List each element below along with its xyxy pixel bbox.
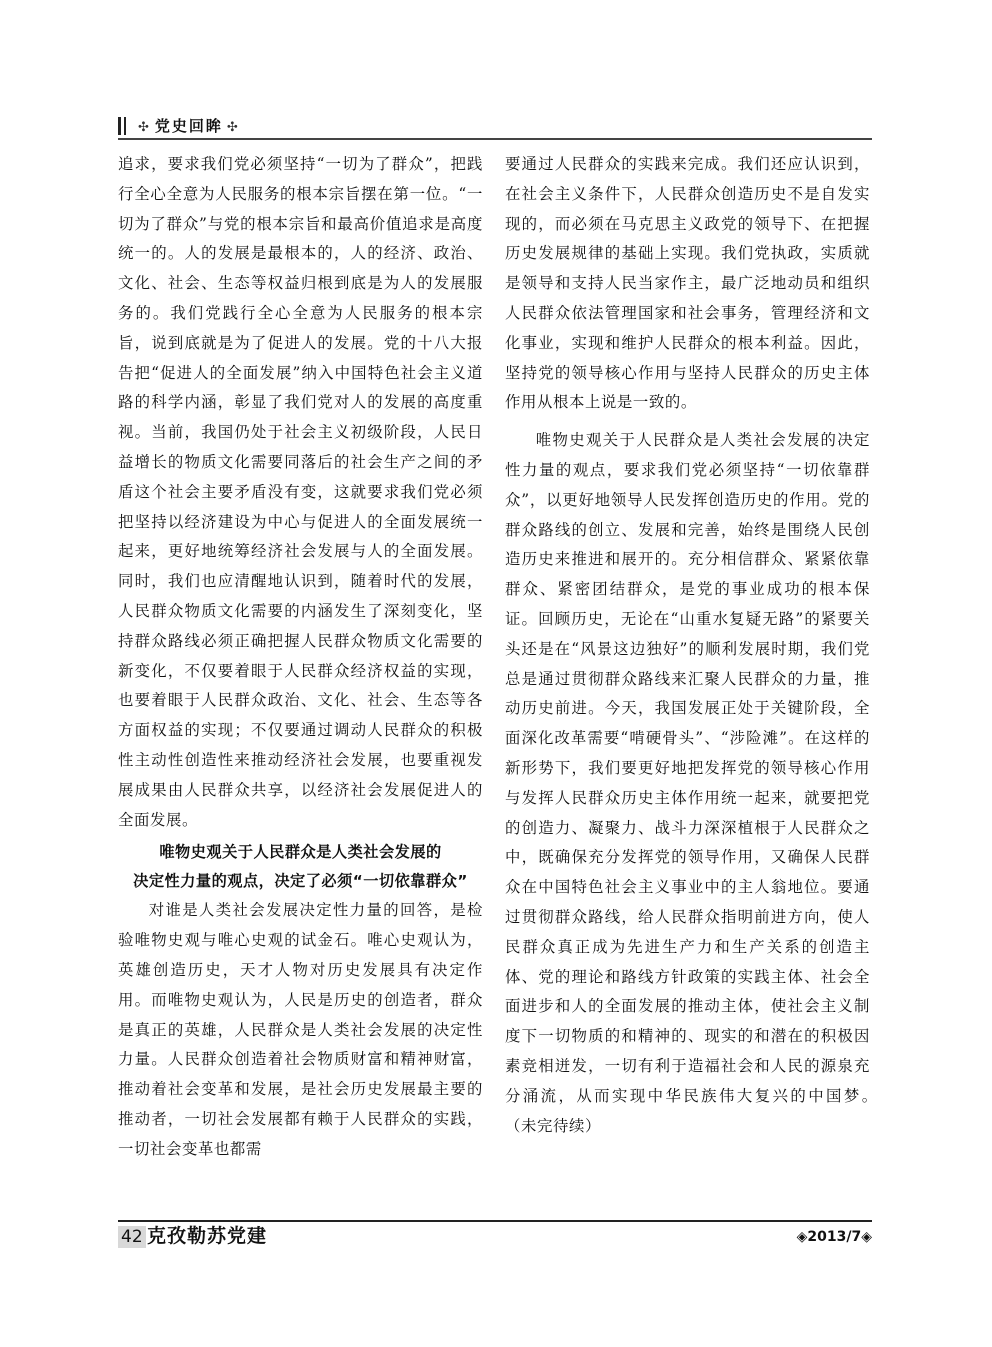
issue-label: ◈2013/7◈ <box>796 1229 872 1245</box>
left-column <box>118 150 483 1165</box>
subheading-line: 决定性力量的观点，决定了必须“一切依靠群众” <box>133 872 468 891</box>
header-rule <box>118 138 872 140</box>
ornament-icon: ✣ <box>138 120 151 135</box>
subheading-line: 唯物史观关于人民群众是人类社会发展的 <box>159 843 442 862</box>
ornament-icon: ✣ <box>226 120 240 135</box>
subheading <box>118 838 483 896</box>
magazine-title: 克孜勒苏党建 <box>147 1225 268 1247</box>
paragraph: 对谁是人类社会发展决定性力量的回答，是检验唯物史观与唯心史观的试金石。唯心史观认为，英雄创造历史，天才人物对历史发展具有决定作用。而唯物史观认为，人民是历史的创造者，群众是真正的英雄，人民群众是人类社会发展的决定性力量。人民群众创造着社会物质财富和精神财富，推动着社会变革和发展，是社会历史发展最主要的推动者，一切社会发展都有赖于人民群众的实践，一切社会变革也都需 <box>118 901 483 1158</box>
section-header <box>118 114 872 138</box>
header-bars-decoration <box>118 117 126 135</box>
paragraph: 要通过人民群众的实践来完成。我们还应认识到，在社会主义条件下，人民群众创造历史不是自发实现的，而必须在马克思主义政党的领导下、在把握历史发展规律的基础上实现。我们党执政，实质就是领导和支持人民当家作主，最广泛地动员和组织人民群众依法管理国家和社会事务，管理经济和文化事业，实现和维护人民群众的根本利益。因此，坚持党的领导核心作用与坚持人民群众的历史主体作用从根本上说是一致的。 <box>505 155 870 412</box>
paragraph: 追求，要求我们党必须坚持“一切为了群众”，把践行全心全意为人民服务的根本宗旨摆在第一位。“一切为了群众”与党的根本宗旨和最高价值追求是高度统一的。人的发展是最根本的，人的经济、政治、文化、社会、生态等权益归根到底是为人的发展服务的。我们党践行全心全意为人民服务的根本宗旨，说到底就是为了促进人的发展。党的十八大报告把“促进人的全面发展”纳入中国特色社会主义道路的科学内涵，彰显了我们党对人的发展的高度重视。当前，我国仍处于社会主义初级阶段，人民日益增长的物质文化需要同落后的社会生产之间的矛盾这个社会主要矛盾没有变，这就要求我们党必须把坚持以经济建设为中心与促进人的全面发展统一起来，更好地统筹经济社会发展与人的全面发展。同时，我们也应清醒地认识到，随着时代的发展，人民群众物质文化需要的内涵发生了深刻变化，坚持群众路线必须正确把握人民群众物质文化需要的新变化，不仅要着眼于人民群众经济权益的实现，也要着眼于人民群众政治、文化、社会、生态等各方面权益的实现；不仅要通过调动人民群众的积极性主动性创造性来推动经济社会发展，也要重视发展成果由人民群众共享，以经济社会发展促进人的全面发展。 <box>118 155 483 829</box>
page-number: 42 <box>118 1226 146 1248</box>
paragraph: 唯物史观关于人民群众是人类社会发展的决定性力量的观点，要求我们党必须坚持“一切依靠群众”，以更好地领导人民发挥创造历史的作用。党的群众路线的创立、发展和完善，始终是围绕人民创造历史来推进和展开的。充分相信群众、紧紧依靠群众、紧密团结群众，是党的事业成功的根本保证。回顾历史，无论在“山重水复疑无路”的紧要关头还是在“风景这边独好”的顺利发展时期，我们党总是通过贯彻群众路线来汇聚人民群众的力量，推动历史前进。今天，我国发展正处于关键阶段，全面深化改革需要“啃硬骨头”、“涉险滩”。在这样的新形势下，我们要更好地把发挥党的领导核心作用与发挥人民群众历史主体作用统一起来，就要把党的创造力、凝聚力、战斗力深深植根于人民群众之中，既确保充分发挥党的领导作用，又确保人民群众在中国特色社会主义事业中的主人翁地位。要通过贯彻群众路线，给人民群众指明前进方向，使人民群众真正成为先进生产力和生产关系的创造主体、党的理论和路线方针政策的实践主体、社会全面进步和人的全面发展的推动主体，使社会主义制度下一切物质的和精神的、现实的和潜在的积极因素竞相迸发，一切有利于造福社会和人民的源泉充分涌流，从而实现中华民族伟大复兴的中国梦。 （未完待续） <box>505 431 886 1135</box>
section-title: 党史回眸 <box>154 117 223 135</box>
right-column <box>505 150 886 1141</box>
